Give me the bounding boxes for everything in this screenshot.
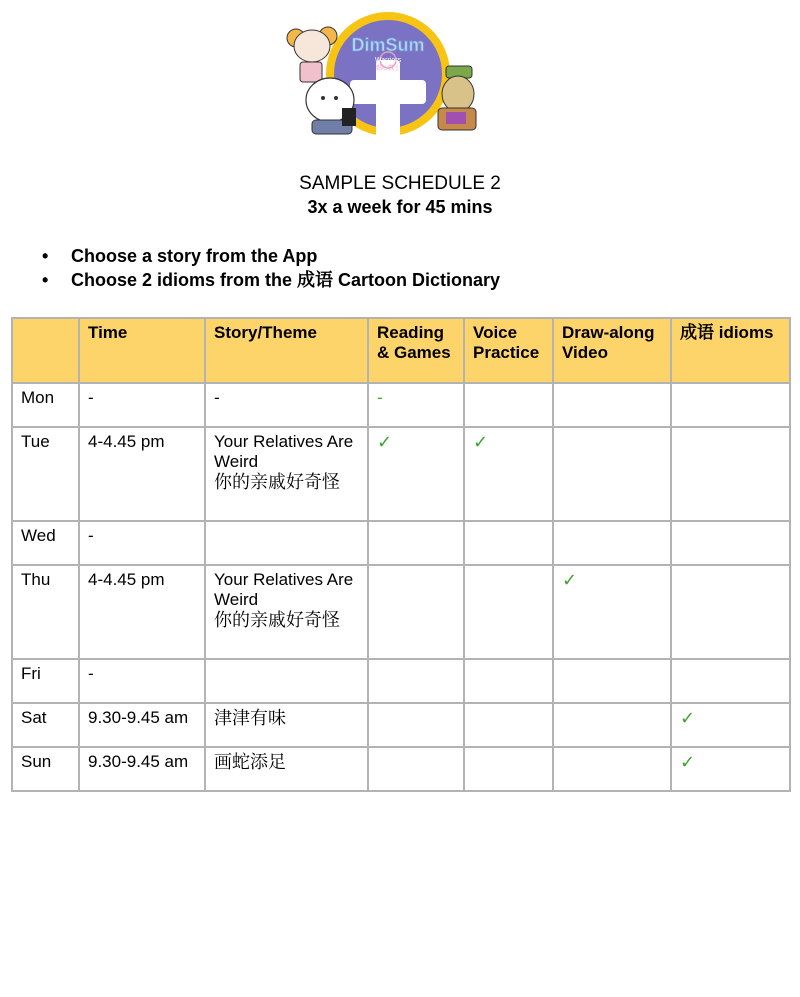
draw-cell xyxy=(553,703,671,747)
table-row xyxy=(12,427,790,521)
day-cell: Fri xyxy=(12,659,79,703)
header-draw: Draw-along Video xyxy=(553,318,671,383)
story-cell: 画蛇添足 xyxy=(205,747,368,791)
story-title-cn: 你的亲戚好奇怪 xyxy=(214,472,340,492)
draw-check: ✓ xyxy=(553,565,671,659)
story-cell xyxy=(205,565,368,659)
table-row xyxy=(12,565,790,659)
voice-cell xyxy=(464,521,553,565)
story-cell xyxy=(205,427,368,521)
table-row xyxy=(12,703,790,747)
time-cell: 4-4.45 pm xyxy=(79,565,205,659)
draw-cell xyxy=(553,747,671,791)
logo-subword: Warriors xyxy=(374,57,402,64)
idioms-check: ✓ xyxy=(671,747,790,791)
reading-cell xyxy=(368,747,464,791)
draw-cell xyxy=(553,427,671,521)
page-title: SAMPLE SCHEDULE 2 xyxy=(299,173,501,194)
header-story: Story/Theme xyxy=(205,318,368,383)
story-cell: - xyxy=(205,383,368,427)
header-day xyxy=(12,318,79,383)
voice-cell xyxy=(464,565,553,659)
table-row xyxy=(12,383,790,427)
table-header-row xyxy=(12,318,790,383)
idioms-cell xyxy=(671,521,790,565)
reading-cell: - xyxy=(368,383,464,427)
voice-check: ✓ xyxy=(464,427,553,521)
instruction-list xyxy=(40,244,500,292)
schedule-table xyxy=(11,317,791,792)
idioms-cell xyxy=(671,427,790,521)
header-reading: Reading & Games xyxy=(368,318,464,383)
story-cell xyxy=(205,521,368,565)
time-cell: 9.30-9.45 am xyxy=(79,703,205,747)
time-cell: - xyxy=(79,659,205,703)
instruction-item: • Choose 2 idioms from the 成语 Cartoon Dictionary xyxy=(40,268,500,292)
idioms-cell xyxy=(671,659,790,703)
page-subtitle: 3x a week for 45 mins xyxy=(307,197,493,217)
voice-cell xyxy=(464,703,553,747)
reading-cell xyxy=(368,703,464,747)
reading-cell xyxy=(368,659,464,703)
header-voice: Voice Practice xyxy=(464,318,553,383)
idioms-check: ✓ xyxy=(671,703,790,747)
day-cell: Mon xyxy=(12,383,79,427)
reading-check: ✓ xyxy=(368,427,464,521)
time-cell: 9.30-9.45 am xyxy=(79,747,205,791)
header-idioms: 成语 idioms xyxy=(671,318,790,383)
reading-cell xyxy=(368,521,464,565)
story-cell: 津津有味 xyxy=(205,703,368,747)
day-cell: Thu xyxy=(12,565,79,659)
draw-cell xyxy=(553,521,671,565)
voice-cell xyxy=(464,383,553,427)
day-cell: Sun xyxy=(12,747,79,791)
logo-cn: 點心戰士 xyxy=(375,65,401,72)
draw-cell xyxy=(553,659,671,703)
day-cell: Tue xyxy=(12,427,79,521)
idioms-cell xyxy=(671,383,790,427)
dimsum-warriors-logo xyxy=(278,8,488,148)
table-row xyxy=(12,521,790,565)
time-cell: - xyxy=(79,521,205,565)
reading-cell xyxy=(368,565,464,659)
time-cell: - xyxy=(79,383,205,427)
header-time: Time xyxy=(79,318,205,383)
voice-cell xyxy=(464,747,553,791)
story-title-en: Your Relatives Are Weird xyxy=(214,570,354,609)
story-title-en: Your Relatives Are Weird xyxy=(214,432,354,471)
draw-cell xyxy=(553,383,671,427)
instruction-item: • Choose a story from the App xyxy=(40,244,500,268)
story-title-cn: 你的亲戚好奇怪 xyxy=(214,610,340,630)
time-cell: 4-4.45 pm xyxy=(79,427,205,521)
logo-wordmark: DimSum xyxy=(351,35,425,55)
table-row xyxy=(12,747,790,791)
day-cell: Sat xyxy=(12,703,79,747)
idioms-cell xyxy=(671,565,790,659)
table-row xyxy=(12,659,790,703)
story-cell xyxy=(205,659,368,703)
voice-cell xyxy=(464,659,553,703)
day-cell: Wed xyxy=(12,521,79,565)
